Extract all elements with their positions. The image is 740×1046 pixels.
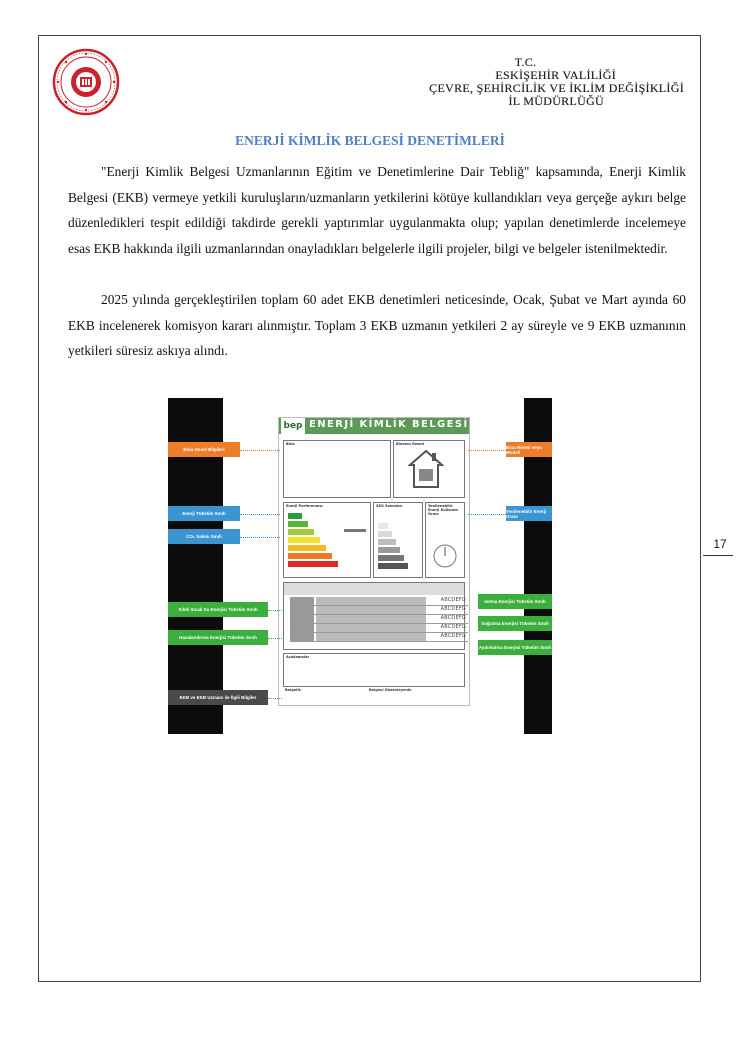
energy-performance-box	[283, 502, 371, 578]
ekb-infographic	[168, 398, 552, 734]
page-number-rule	[703, 555, 733, 556]
certificate-title: ENERJİ KİMLİK BELGESİ	[309, 419, 469, 430]
connector	[268, 638, 282, 639]
table-row	[290, 606, 468, 615]
header-line-tc: T.C.	[514, 55, 537, 69]
belgelik-heading: Belgelik	[285, 688, 301, 692]
table-header-cell	[284, 583, 464, 595]
label-sogutma-enerjisi: Soğutma Enerjisi Tüketim Sınıfı	[478, 616, 552, 631]
row-values	[316, 597, 426, 605]
paragraph-2: 2025 yılında gerçekleştirilen toplam 60 adet EKB denetimleri neticesinde, Ocak, Şubat ve Mart ayında 60 EKB incelenerek komisyon kararı alınmıştır. Toplam 3 EKB uzmanın yetkileri 2 ay süreyle ve 9 EKB uzmanının yetkileri süresiz askıya alındı.	[68, 292, 686, 359]
row-label	[290, 633, 314, 641]
energy-bar-d	[288, 537, 320, 543]
connector	[240, 514, 280, 515]
row-class-scale: ABCDEFG	[440, 624, 466, 630]
row-values	[316, 606, 426, 614]
bina-info-box	[283, 440, 391, 498]
label-co2-salimi-sinifi: CO₂ Salımı Sınıfı	[168, 529, 240, 544]
header-line-mudurluk: İL MÜDÜRLÜĞÜ	[508, 94, 604, 108]
energy-bar-g	[288, 561, 338, 567]
seg-bar-3	[378, 539, 396, 545]
energy-indicator	[344, 529, 366, 532]
page-number: 17	[713, 537, 727, 551]
row-label	[290, 615, 314, 623]
label-havalandirma: Havalandırma Enerjisi Tüketim Sınıfı	[168, 630, 268, 645]
label-yenilenebilir-enerji: Yenilenebilir Enerji Oranı	[506, 506, 552, 521]
renewable-gauge-icon	[432, 543, 458, 569]
bina-resmi-box	[393, 440, 465, 498]
aciklamalar-heading: Açıklamalar	[286, 655, 310, 659]
aciklamalar-box	[283, 653, 465, 687]
row-label	[290, 606, 314, 614]
header-line-valilik: ESKİŞEHİR VALİLİĞİ	[495, 68, 616, 82]
bep-logo: bep	[281, 418, 305, 434]
label-isitma-enerjisi: Isıtma Enerjisi Tüketim Sınıfı	[478, 594, 552, 609]
row-values	[316, 615, 426, 623]
header-line-ministry: ÇEVRE, ŞEHİRCİLİK VE İKLİM DEĞİŞİKLİĞİ	[429, 81, 684, 95]
label-bina-resmi: Bina Resmi veya Modeli	[506, 442, 552, 457]
sera-gazi-box	[373, 502, 423, 578]
table-row	[290, 624, 468, 633]
row-class-scale: ABCDEFG	[440, 597, 466, 603]
table-row	[290, 615, 468, 624]
row-label	[290, 624, 314, 632]
label-sihhi-sicak-su: Sıhhi Sıcak Su Enerjisi Tüketim Sınıfı	[168, 602, 268, 617]
row-label	[290, 597, 314, 605]
row-values	[316, 624, 426, 632]
consumption-table	[283, 582, 465, 650]
connector	[268, 698, 282, 699]
seg-bar-4	[378, 547, 400, 553]
label-ekb-uzmani: EKB ve EKB Uzmanı ile İlgili Bilgiler	[168, 690, 268, 705]
connector	[240, 450, 280, 451]
connector	[240, 537, 280, 538]
bina-heading: Bina	[286, 442, 295, 446]
connector	[468, 450, 506, 451]
bina-resmi-heading: Binanın Resmi	[396, 442, 425, 446]
seg-bar-6	[378, 563, 408, 569]
row-class-scale: ABCDEFG	[440, 615, 466, 621]
row-class-scale: ABCDEFG	[440, 633, 466, 639]
connector	[268, 610, 282, 611]
energy-bar-b	[288, 521, 308, 527]
row-class-scale: ABCDEFG	[440, 606, 466, 612]
energy-certificate-card	[278, 417, 470, 706]
sera-gazi-heading: SEG Salımları	[376, 504, 403, 508]
ministry-seal-icon	[52, 48, 120, 116]
yenilenebilir-heading: Yenilenebilir Enerji Kullanım Oranı	[428, 504, 458, 516]
energy-performance-heading: Enerji Performansı	[286, 504, 323, 508]
page-title: ENERJİ KİMLİK BELGESİ DENETİMLERİ	[235, 133, 505, 148]
label-enerji-tuketim-sinifi: Enerji Tüketim Sınıfı	[168, 506, 240, 521]
label-aydinlatma-enerjisi: Aydınlatma Enerjisi Tüketim Sınıfı	[478, 640, 552, 655]
energy-bar-f	[288, 553, 332, 559]
house-icon	[408, 449, 444, 489]
energy-bar-a	[288, 513, 302, 519]
table-row	[290, 633, 468, 642]
energy-bar-c	[288, 529, 314, 535]
row-values	[316, 633, 426, 641]
paragraph-1: "Enerji Kimlik Belgesi Uzmanlarının Eğitim ve Denetimlerine Dair Tebliğ" kapsamında, Enerji Kimlik Belgesi (EKB) vermeye yetkili kuruluşların/uzmanların yetkilerini kötüye kullandıkları veya gerçeğe aykırı belge düzenledikleri tespit edildiği takdirde gerekli yaptırımlar uygulanmakta olup; yapılan denetimlerde incelemeye esas EKB hakkında ilgili uzmanlarından onayladıkları belgelerle ilgili projeler, bilgi ve belgeler istenilmektedir.	[68, 164, 686, 256]
energy-bar-e	[288, 545, 326, 551]
seg-bar-5	[378, 555, 404, 561]
table-row	[290, 597, 468, 606]
institution-header	[429, 56, 684, 108]
seg-bar-2	[378, 531, 392, 537]
certificate-title-bar	[279, 418, 469, 434]
belgeyi-duzenleyen-heading: Belgeyi Düzenleyenin	[369, 688, 412, 692]
yenilenebilir-box	[425, 502, 465, 578]
connector	[468, 514, 506, 515]
seg-bar-1	[378, 523, 388, 529]
label-bina-genel-bilgileri: Bina Genel Bilgileri	[168, 442, 240, 457]
